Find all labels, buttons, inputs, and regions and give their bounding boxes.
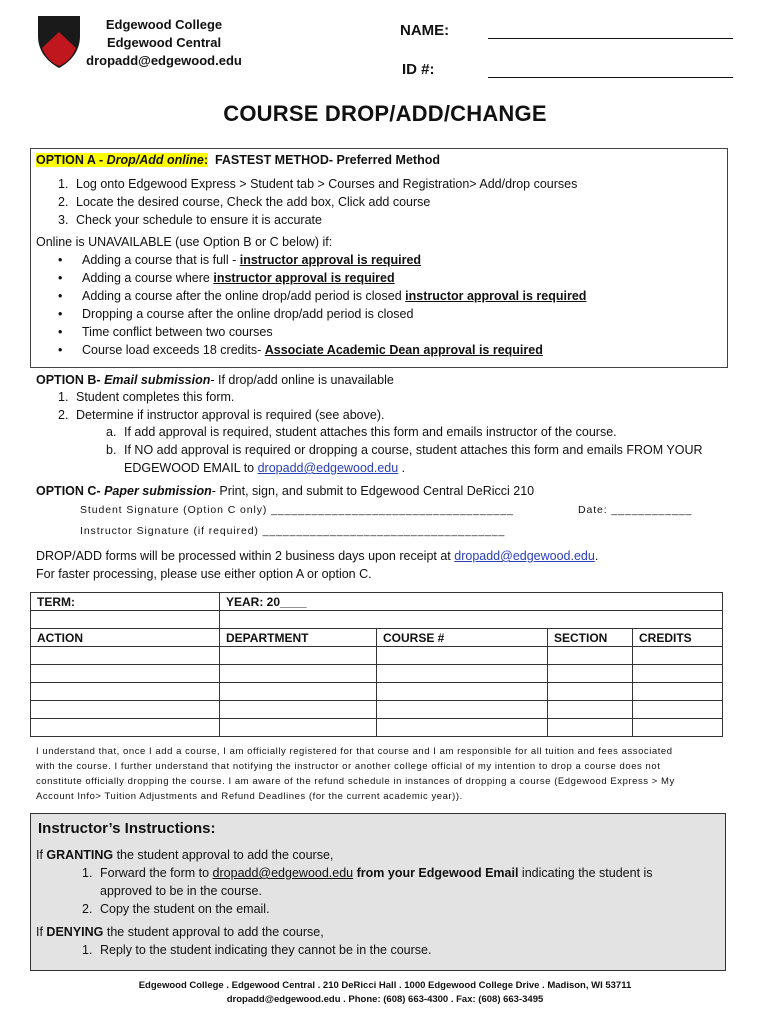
list-item: EDGEWOOD EMAIL to dropadd@edgewood.edu . [124,461,406,475]
list-item: • Adding a course where instructor approval is required [58,271,395,285]
office-name: Edgewood Central [106,35,222,50]
instructor-heading: Instructor’s Instructions: [38,820,216,837]
course-table [30,592,723,737]
table-row [31,719,723,737]
option-b-steps [58,388,384,424]
id-label: ID #: [402,61,435,78]
option-b-heading: OPTION B- Email submission- If drop/add online is unavailable [36,373,394,387]
footer-address: Edgewood College . Edgewood Central . 210 DeRicci Hall . 1000 Edgewood College Drive . Madison, WI 53711 [138,980,632,991]
processing-note: DROP/ADD forms will be processed within 2 business days upon receipt at dropadd@edgewood.edu. For faster processing, please use either option A or option C. [36,549,599,581]
list-item: 2. Determine if instructor approval is required (see above). [58,408,385,422]
header-action: ACTION [31,629,220,647]
list-item: • Course load exceeds 18 credits- Associate Academic Dean approval is required [58,343,543,357]
list-item: • Time conflict between two courses [58,325,273,339]
list-item: 2. Locate the desired course, Check the add box, Click add course [58,195,431,209]
disclaimer-text: I understand that, once I add a course, I am officially registered for that course and I am responsible for all tuition and fees associated with the course. I further understand that notifying the instructor or another college official of my intention to drop a course does not constitute officially dropping the course. I am aware of the refund schedule in instances of dropping a course (Edgewood Express > My Account Info> Tuition Adjustments and Refund Deadlines (for the current academic year)). [36,746,675,802]
college-header [84,16,244,70]
table-row [31,683,723,701]
term-cell[interactable]: TERM: [31,593,220,611]
list-item: • Adding a course that is full - instructor approval is required [58,253,422,267]
table-row [31,701,723,719]
unavailable-bullets [58,251,586,359]
processing-email-link[interactable]: dropadd@edgewood.edu [454,549,595,563]
list-item: 1. Student completes this form. [58,390,235,404]
header-course: COURSE # [377,629,548,647]
dropadd-email-link[interactable]: dropadd@edgewood.edu [257,461,399,475]
table-row [31,629,723,647]
table-row [31,647,723,665]
list-item: • Adding a course after the online drop/add period is closed instructor approval is required [58,289,587,303]
college-name: Edgewood College [105,17,223,32]
id-field-line[interactable] [488,77,733,78]
list-item: b. If NO add approval is required or dropping a course, student attaches this form and emails FROM YOUR [106,443,703,457]
instructor-email-link[interactable]: dropadd@edgewood.edu [212,866,354,880]
college-logo-shield [36,14,82,70]
header-department: DEPARTMENT [220,629,377,647]
year-cell[interactable]: YEAR: 20____ [220,593,723,611]
option-a-heading: OPTION A - Drop/Add online: FASTEST METHOD- Preferred Method [36,153,440,167]
list-item: 1. Forward the form to dropadd@edgewood.edu from your Edgewood Email indicating the student is [82,866,653,880]
option-c-heading: OPTION C- Paper submission- Print, sign, and submit to Edgewood Central DeRicci 210 [36,484,535,498]
footer-contact: dropadd@edgewood.edu . Phone: (608) 663-4300 . Fax: (608) 663-3495 [226,994,544,1005]
page-title: COURSE DROP/ADD/CHANGE [223,101,547,126]
table-row [31,611,723,629]
unavailable-text: Online is UNAVAILABLE (use Option B or C below) if: [36,235,333,249]
instructor-signature-line[interactable]: Instructor Signature (if required) ____________________________________ [80,525,506,537]
list-item: 3. Check your schedule to ensure it is accurate [58,213,322,227]
header-section: SECTION [548,629,633,647]
college-email: dropadd@edgewood.edu [86,53,242,68]
table-row [31,593,723,611]
list-item: 1. Log onto Edgewood Express > Student tab > Courses and Registration> Add/drop courses [58,177,578,191]
list-item: • Dropping a course after the online drop/add period is closed [58,307,414,321]
name-field-line[interactable] [488,38,733,39]
list-item: a. If add approval is required, student attaches this form and emails instructor of the course. [106,425,617,439]
name-label: NAME: [400,22,450,39]
instructor-body: If GRANTING the student approval to add the course, 1. Forward the form to dropadd@edgewood.edu from your Edgewood Email indicating the student is approved to be in the course. 2. Copy the student on the email. If DENYING the student approval to add the course, 1. Reply to the student indicating they cannot be in the course. [36,848,653,957]
option-a-steps [58,175,577,229]
student-signature-line[interactable]: Student Signature (Option C only) ____________________________________ [80,504,514,516]
option-b-substeps [106,423,703,477]
list-item: 2. Copy the student on the email. [82,902,270,916]
list-item: 1. Reply to the student indicating they cannot be in the course. [82,943,432,957]
date-line[interactable]: Date: ____________ [578,504,693,516]
table-row [31,665,723,683]
header-credits: CREDITS [633,629,723,647]
